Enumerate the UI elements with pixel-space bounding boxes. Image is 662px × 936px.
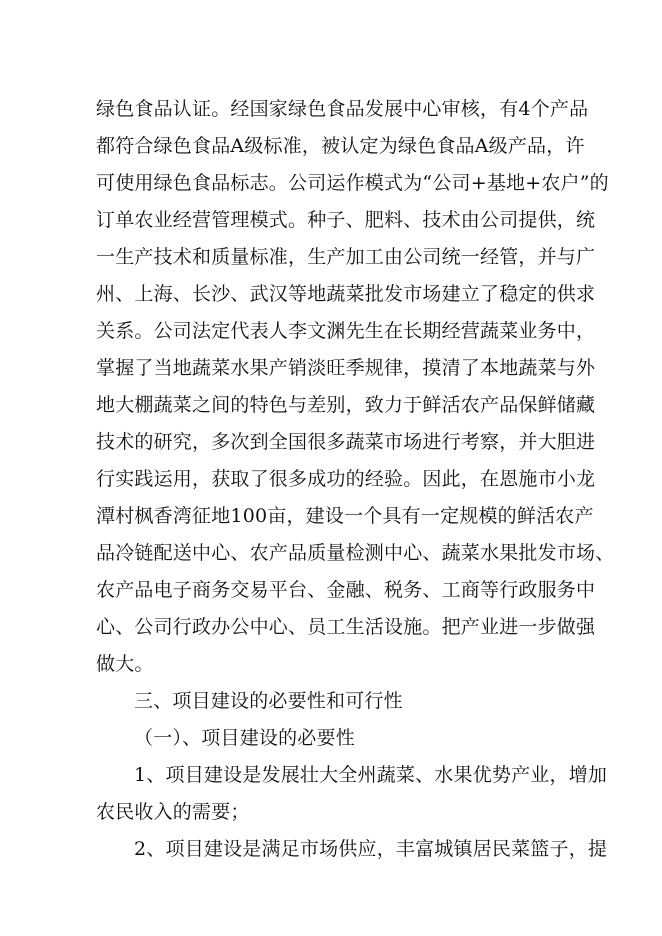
paragraph-line: 都符合绿色食品A级标准，被认定为绿色食品A级产品，许 <box>96 135 585 157</box>
list-item-line: 1、项目建设是发展壮大全州蔬菜、水果优势产业，增加 <box>134 764 608 786</box>
section-heading: 三、项目建设的必要性和可行性 <box>134 690 403 712</box>
paragraph-line: 绿色食品认证。经国家绿色食品发展中心审核，有4个产品 <box>96 98 589 120</box>
paragraph-line: 可使用绿色食品标志。公司运作模式为“公司+基地+农户”的 <box>96 172 609 194</box>
paragraph-line: 掌握了当地蔬菜水果产销淡旺季规律，摸清了本地蔬菜与外 <box>96 357 596 379</box>
paragraph-line: 行实践运用，获取了很多成功的经验。因此，在恩施市小龙 <box>96 468 596 490</box>
paragraph-line: 一生产技术和质量标准，生产加工由公司统一经管，并与广 <box>96 246 596 268</box>
list-item-line: 2、项目建设是满足市场供应，丰富城镇居民菜篮子，提 <box>134 838 608 860</box>
paragraph-line: 农产品电子商务交易平台、金融、税务、工商等行政服务中 <box>96 579 596 601</box>
paragraph-line: 订单农业经营管理模式。种子、肥料、技术由公司提供，统 <box>96 209 596 231</box>
paragraph-line: 关系。公司法定代表人李文渊先生在长期经营蔬菜业务中， <box>96 320 596 342</box>
paragraph-line: 潭村枫香湾征地100亩，建设一个具有一定规模的鲜活农产 <box>96 505 594 527</box>
paragraph-line: 地大棚蔬菜之间的特色与差别，致力于鲜活农产品保鲜储藏 <box>96 394 596 416</box>
paragraph-line: 品冷链配送中心、农产品质量检测中心、蔬菜水果批发市场、 <box>96 542 615 564</box>
paragraph-line: 心、公司行政办公中心、员工生活设施。把产业进一步做强 <box>96 616 596 638</box>
paragraph-line: 技术的研究，多次到全国很多蔬菜市场进行考察，并大胆进 <box>96 431 596 453</box>
paragraph-line: 州、上海、长沙、武汉等地蔬菜批发市场建立了稳定的供求 <box>96 283 596 305</box>
subsection-heading: （一）、项目建设的必要性 <box>134 727 355 749</box>
paragraph-line: 做大。 <box>96 653 154 675</box>
list-item-line: 农民收入的需要； <box>96 801 250 823</box>
